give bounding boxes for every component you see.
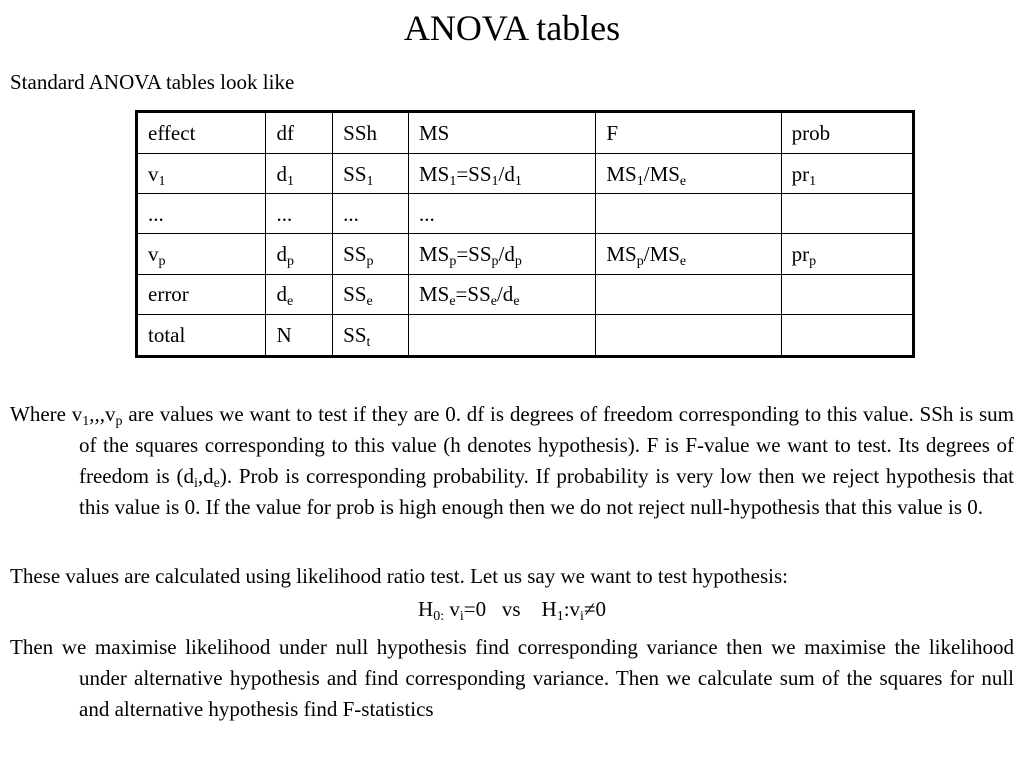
- header-df: df: [266, 112, 333, 154]
- header-prob: prob: [781, 112, 913, 154]
- cell-ms: ...: [408, 194, 595, 234]
- page-title: ANOVA tables: [403, 8, 621, 48]
- cell-ss: ...: [333, 194, 409, 234]
- likelihood-paragraph: These values are calculated using likelihood ratio test. Let us say we want to test hypothesis:: [10, 564, 788, 588]
- table-row: [137, 234, 914, 274]
- cell-prob: [781, 194, 913, 234]
- cell-ss: $SS_1$: [333, 153, 409, 193]
- table-row: [137, 274, 914, 314]
- cell-effect: $v_1$: [137, 153, 266, 193]
- method-paragraph: Then we maximise likelihood under null hypothesis find corresponding variance then we maximise the likelihood under alternative hypothesis and find corresponding variance. Then we calculate sum of the squares for null and alternative hypothesis find F-statistics: [10, 635, 1014, 721]
- table-header-row: [137, 112, 914, 154]
- cell-df: N: [266, 315, 333, 357]
- cell-df: $d_e$: [266, 274, 333, 314]
- cell-prob: [781, 315, 913, 357]
- cell-prob: [781, 274, 913, 314]
- cell-ms: $MS_1=SS_1/d_1$: [408, 153, 595, 193]
- cell-ms: $MS_e=SS_e/d_e$: [408, 274, 595, 314]
- cell-df: $d_p$: [266, 234, 333, 274]
- cell-ss: $SS_e$: [333, 274, 409, 314]
- explanation-paragraph: Where $v_1,,,v_p$ are values we want to test if they are 0. df is degrees of freedom corresponding to this value. SSh is sum of the squares corresponding to this value (h denotes hypothesis). F is F-value we want to test. Its degrees of freedom is $(d_i,d_e)$. Prob is corresponding probability. If probability is very low then we reject hypothesis that this value is 0. If the value for prob is high enough then we do not reject null-hypothesis that this value is 0.: [10, 402, 1014, 519]
- cell-f: [596, 315, 781, 357]
- cell-f: $MS_1/MS_e$: [596, 153, 781, 193]
- cell-ss: $SS_t$: [333, 315, 409, 357]
- cell-prob: $pr_1$: [781, 153, 913, 193]
- header-ssh: SSh: [333, 112, 409, 154]
- header-effect: effect: [137, 112, 266, 154]
- table-row: [137, 315, 914, 357]
- intro-text: Standard ANOVA tables look like: [10, 70, 295, 94]
- cell-df: $d_1$: [266, 153, 333, 193]
- header-ms: MS: [408, 112, 595, 154]
- cell-effect: ...: [137, 194, 266, 234]
- cell-effect: error: [137, 274, 266, 314]
- table-row: [137, 153, 914, 193]
- cell-prob: $pr_p$: [781, 234, 913, 274]
- cell-effect: total: [137, 315, 266, 357]
- cell-ss: $SS_p$: [333, 234, 409, 274]
- cell-df: ...: [266, 194, 333, 234]
- cell-ms: $MS_p=SS_p/d_p$: [408, 234, 595, 274]
- hypothesis-formula: $H_{0:}$ $v_i=0$ vs $H_1:v_i\ne 0$: [418, 597, 606, 624]
- cell-ms: [408, 315, 595, 357]
- anova-table: [135, 110, 915, 358]
- table-row: [137, 194, 914, 234]
- cell-f: $MS_p/MS_e$: [596, 234, 781, 274]
- cell-effect: $v_p$: [137, 234, 266, 274]
- header-f: F: [596, 112, 781, 154]
- cell-f: [596, 274, 781, 314]
- cell-f: [596, 194, 781, 234]
